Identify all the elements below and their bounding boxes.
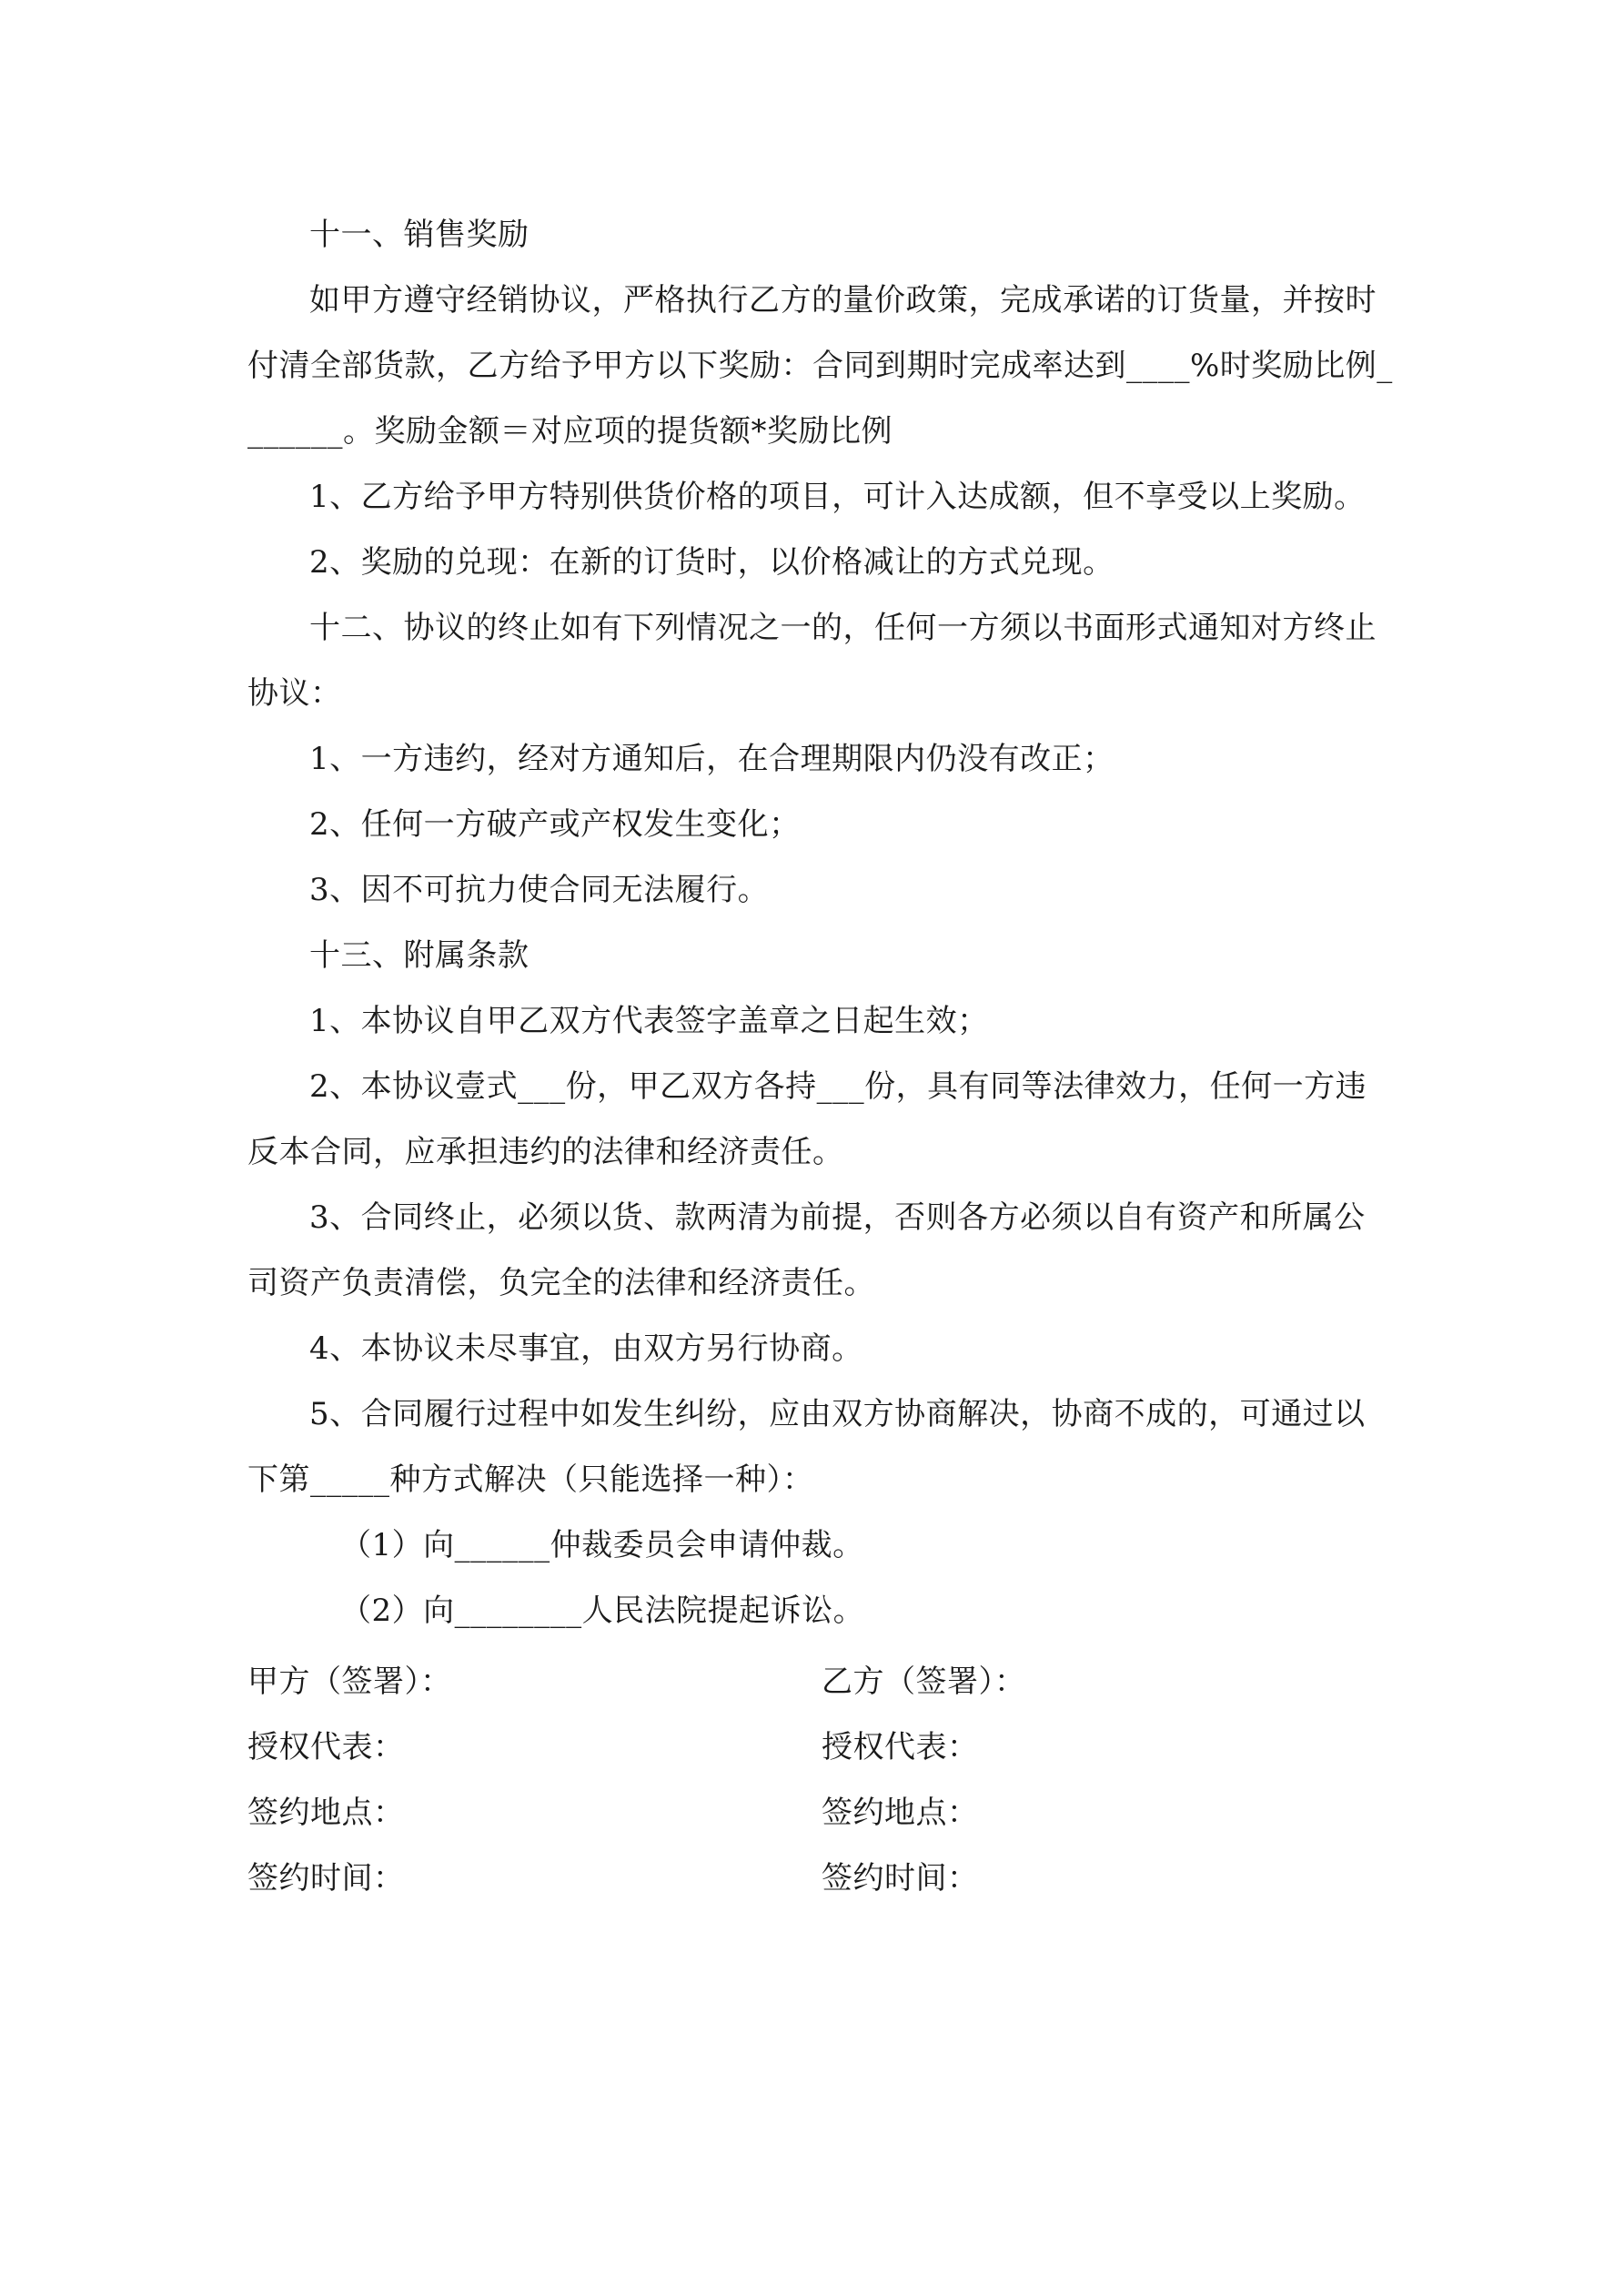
supplementary-clause-4: 4、本协议未尽事宜，由双方另行协商。 — [309, 1330, 863, 1367]
contract-body — [247, 202, 1396, 1644]
termination-clause-1: 1、一方违约，经对方通知后，在合理期限内仍没有改正； — [309, 741, 1115, 777]
termination-clause-3: 3、因不可抗力使合同无法履行。 — [309, 872, 770, 908]
dispute-option-arbitration: （1）向______仲裁委员会申请仲裁。 — [340, 1527, 864, 1563]
party-b-time: 签约时间： — [822, 1860, 979, 1896]
reward-clause-2: 2、奖励的兑现：在新的订货时，以价格减让的方式兑现。 — [309, 544, 1115, 581]
party-a-sign: 甲方（签署）： — [247, 1664, 452, 1700]
signature-row-place — [247, 1780, 1396, 1846]
section-heading-11: 十一、销售奖励 — [309, 217, 530, 253]
signature-row-representative — [247, 1714, 1396, 1780]
signature-row-time — [247, 1846, 1396, 1911]
reward-clause-1: 1、乙方给予甲方特别供货价格的项目，可计入达成额，但不享受以上奖励。 — [309, 479, 1366, 515]
party-a-time: 签约时间： — [247, 1860, 405, 1896]
party-b-representative: 授权代表： — [822, 1729, 979, 1765]
section-heading-12: 十二、协议的终止如有下列情况之一的，任何一方须以书面形式通知对方终止协议： — [247, 610, 1377, 712]
party-b-sign: 乙方（签署）： — [822, 1664, 1026, 1700]
supplementary-clause-2: 2、本协议壹式___份，甲乙双方各持___份，具有同等法律效力，任何一方违反本合同，应承担违约的法律和经济责任。 — [247, 1068, 1367, 1170]
termination-clause-2: 2、任何一方破产或产权发生变化； — [309, 806, 801, 843]
party-a-place: 签约地点： — [247, 1795, 405, 1831]
dispute-option-litigation: （2）向________人民法院提起诉讼。 — [340, 1593, 865, 1629]
supplementary-clause-5: 5、合同履行过程中如发生纠纷，应由双方协商解决，协商不成的，可通过以下第_____种方式解决（只能选择一种）： — [247, 1396, 1366, 1498]
party-b-place: 签约地点： — [822, 1795, 979, 1831]
sales-reward-paragraph: 如甲方遵守经销协议，严格执行乙方的量价政策，完成承诺的订货量，并按时付清全部货款，乙方给予甲方以下奖励：合同到期时完成率达到____%时奖励比例_______。奖励金额＝对应项的提货额*奖励比例 — [247, 282, 1393, 450]
party-a-representative: 授权代表： — [247, 1729, 405, 1765]
signature-block — [247, 1649, 1396, 1911]
signature-row-sign — [247, 1649, 1396, 1714]
section-heading-13: 十三、附属条款 — [309, 937, 530, 974]
supplementary-clause-1: 1、本协议自甲乙双方代表签字盖章之日起生效； — [309, 1003, 989, 1039]
supplementary-clause-3: 3、合同终止，必须以货、款两清为前提，否则各方必须以自有资产和所属公司资产负责清偿，负完全的法律和经济责任。 — [247, 1199, 1366, 1301]
